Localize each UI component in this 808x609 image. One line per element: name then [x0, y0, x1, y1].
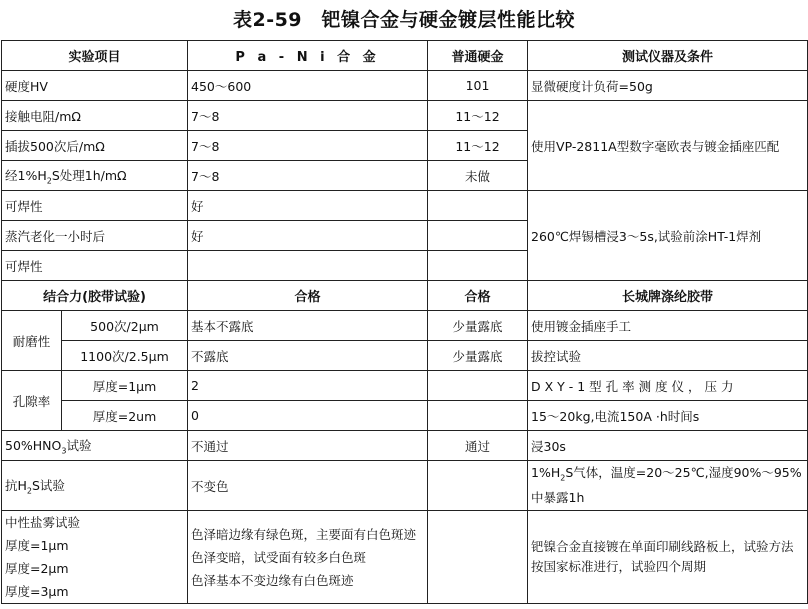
salt-result-2: 色泽变暗，试受面有较多白色斑 — [191, 549, 367, 565]
condition: 260℃焊锡槽浸3～5s,试验前涂HT-1焊剂 — [528, 191, 808, 281]
condition: 拔控试验 — [528, 341, 808, 371]
table-row — [2, 401, 808, 431]
condition: 长城牌涤纶胶带 — [528, 281, 808, 311]
condition: 15～20kg,电流150A ·h时间s — [528, 401, 808, 431]
gold-value: 少量露底 — [428, 311, 528, 341]
table-row — [2, 371, 808, 401]
table-row — [2, 311, 808, 341]
table-title: 表2-59 钯镍合金与硬金镀层性能比较 — [232, 9, 576, 31]
condition: $1\%H_2S$气体，温度=20～25℃,湿度90%～95%中暴露1h — [528, 461, 808, 511]
pani-value: 450～600 — [188, 71, 428, 101]
pani-value: 基本不露底 — [188, 311, 428, 341]
pani-value: 7～8 — [188, 131, 428, 161]
salt-thickness-1: 厚度=1μm — [5, 538, 69, 553]
condition: 使用VP-2811A型数字毫欧表与镀金插座匹配 — [528, 101, 808, 191]
table-row — [2, 511, 808, 604]
sub-label: 厚度=2um — [62, 401, 188, 431]
pani-value: 2 — [188, 371, 428, 401]
row-label: 插拔500次后/mΩ — [2, 131, 188, 161]
row-label: 可焊性 — [2, 251, 188, 281]
row-label: $50\%HNO_3$试验 — [2, 431, 188, 461]
gold-value — [428, 461, 528, 511]
gold-value — [428, 371, 528, 401]
gold-value: 101 — [428, 71, 528, 101]
pani-value: 7～8 — [188, 161, 428, 191]
sub-label: 1100次/2.5μm — [62, 341, 188, 371]
pani-value: 0 — [188, 401, 428, 431]
header-pani: P a - N i 合 金 — [188, 41, 428, 71]
condition: 浸30s — [528, 431, 808, 461]
salt-thickness-2: 厚度=2μm — [5, 561, 69, 576]
gold-value: 11～12 — [428, 101, 528, 131]
table-row — [2, 461, 808, 511]
gold-value: 合格 — [428, 281, 528, 311]
table-row — [2, 191, 808, 221]
pani-value: 合格 — [188, 281, 428, 311]
pani-value: 好 — [188, 191, 428, 221]
pani-value — [188, 251, 428, 281]
table-row — [2, 71, 808, 101]
gold-value — [428, 221, 528, 251]
sub-label: 厚度=1μm — [62, 371, 188, 401]
row-label: 经$1\%H_2S$处理1h/mΩ — [2, 161, 188, 191]
salt-result-1: 色泽暗边缘有绿色斑，主要面有白色斑迹 — [191, 526, 417, 542]
pani-value: 不通过 — [188, 431, 428, 461]
header-row — [2, 41, 808, 71]
salt-label: 中性盐雾试验 — [5, 515, 81, 530]
pani-value: 好 — [188, 221, 428, 251]
row-label: 接触电阻/mΩ — [2, 101, 188, 131]
gold-value: 未做 — [428, 161, 528, 191]
row-label: 孔隙率 — [2, 371, 62, 431]
gold-value: 少量露底 — [428, 341, 528, 371]
row-label: 结合力(胶带试验) — [2, 281, 188, 311]
pani-value: 不露底 — [188, 341, 428, 371]
salt-result-3: 色泽基本不变边缘有白色斑迹 — [191, 572, 354, 588]
row-label: 耐磨性 — [2, 311, 62, 371]
row-label: 可焊性 — [2, 191, 188, 221]
condition: 使用镀金插座手工 — [528, 311, 808, 341]
gold-value — [428, 401, 528, 431]
header-item: 实验项目 — [2, 41, 188, 71]
header-hardgold: 普通硬金 — [428, 41, 528, 71]
sub-label: 500次/2μm — [62, 311, 188, 341]
condition: 显微硬度计负荷=50g — [528, 71, 808, 101]
condition: D X Y - 1 型 孔 率 测 度 仪 ， 压 力 — [528, 371, 808, 401]
row-label: 抗$H_2S$试验 — [2, 461, 188, 511]
gold-value — [428, 191, 528, 221]
table-row — [2, 341, 808, 371]
table-row — [2, 431, 808, 461]
table-row — [2, 101, 808, 131]
pani-value: 不变色 — [188, 461, 428, 511]
gold-value — [428, 251, 528, 281]
condition: 钯镍合金直接镀在单面印刷线路板上，试验方法按国家标准进行，试验四个周期 — [528, 511, 808, 604]
table-row — [2, 281, 808, 311]
pani-value — [188, 511, 428, 604]
gold-value: 通过 — [428, 431, 528, 461]
gold-value — [428, 511, 528, 604]
gold-value: 11～12 — [428, 131, 528, 161]
comparison-table — [1, 40, 808, 604]
row-label: 蒸汽老化一小时后 — [2, 221, 188, 251]
header-instrument: 测试仪器及条件 — [528, 41, 808, 71]
row-label — [2, 511, 188, 604]
row-label: 硬度HV — [2, 71, 188, 101]
pani-value: 7～8 — [188, 101, 428, 131]
salt-thickness-3: 厚度=3μm — [5, 584, 69, 599]
